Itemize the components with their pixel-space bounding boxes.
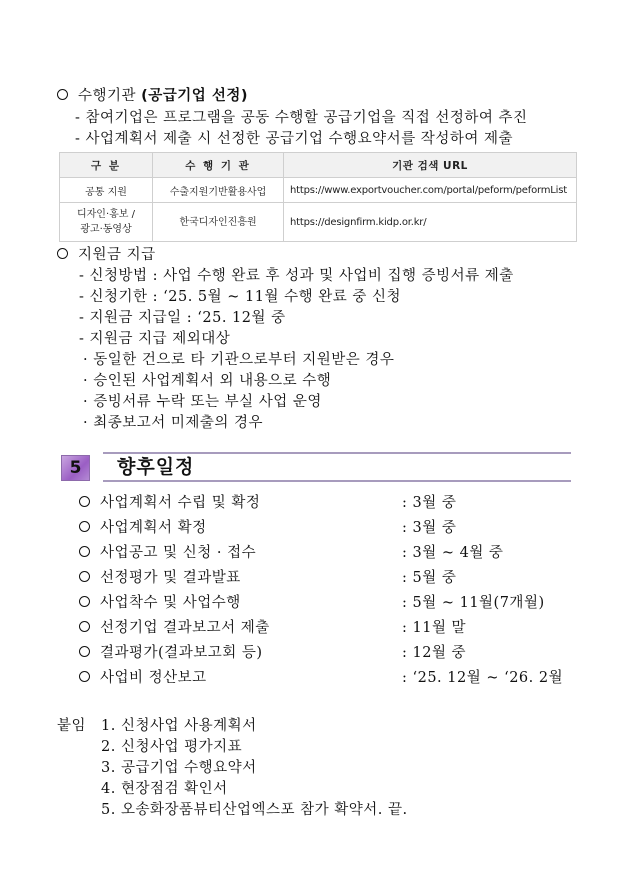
circle-bullet-icon <box>79 646 90 657</box>
circle-bullet-icon <box>79 596 90 607</box>
supplier-org-table <box>59 152 577 242</box>
schedule-item <box>79 593 241 613</box>
category-line: 광고·동영상 <box>80 224 132 235</box>
schedule-item <box>79 668 207 688</box>
header-category: 구 분 <box>60 153 153 178</box>
heading-text: 수행기관 <box>78 88 142 104</box>
cell-org: 한국디자인진흥원 <box>153 203 284 242</box>
exclusion-item: · 동일한 건으로 타 기관으로부터 지원받은 경우 <box>83 352 395 368</box>
category-line: 디자인·홍보 / <box>76 209 136 220</box>
subsidy-item: - 지원금 지급일 : ‘25. 12월 중 <box>79 310 286 326</box>
table-row <box>60 178 577 203</box>
schedule-label: 선정평가 및 결과발표 <box>100 570 241 586</box>
executing-org-item: - 참여기업은 프로그램을 공동 수행할 공급기업을 직접 선정하여 추진 <box>75 110 528 126</box>
subsidy-item: - 지원금 지급 제외대상 <box>79 331 231 347</box>
circle-bullet-icon <box>79 521 90 532</box>
schedule-label: 사업비 정산보고 <box>100 670 207 686</box>
section-rule-top <box>103 452 571 454</box>
schedule-label: 결과평가(결과보고회 등) <box>100 645 263 661</box>
subsidy-item: - 신청방법 : 사업 수행 완료 후 성과 및 사업비 집행 증빙서류 제출 <box>79 268 514 284</box>
schedule-item <box>79 518 207 538</box>
circle-bullet-icon <box>79 546 90 557</box>
exclusion-item: · 승인된 사업계획서 외 내용으로 수행 <box>83 373 332 389</box>
schedule-item <box>79 493 260 513</box>
cell-url-link[interactable]: https://designfirm.kidp.or.kr/ <box>284 203 577 242</box>
cell-org: 수출지원기반활용사업 <box>153 178 284 203</box>
schedule-label: 선정기업 결과보고서 제출 <box>100 620 270 636</box>
section-title: 향후일정 <box>117 456 195 478</box>
schedule-value: : 5월 ~ 11월(7개월) <box>402 595 545 611</box>
attachment-item: 3. 공급기업 수행요약서 <box>101 760 257 776</box>
circle-bullet-icon <box>79 671 90 682</box>
heading-text: 지원금 지급 <box>78 247 156 263</box>
cell-category <box>60 203 153 242</box>
schedule-value: : 5월 중 <box>402 570 457 586</box>
header-org: 수 행 기 관 <box>153 153 284 178</box>
schedule-value: : ‘25. 12월 ~ ‘26. 2월 <box>402 670 564 686</box>
circle-bullet-icon <box>57 248 68 259</box>
schedule-value: : 11월 말 <box>402 620 467 636</box>
heading-bold-text: (공급기업 선정) <box>141 88 248 104</box>
schedule-label: 사업착수 및 사업수행 <box>100 595 241 611</box>
cell-url-link[interactable]: https://www.exportvoucher.com/portal/peform/peformList <box>284 178 577 203</box>
exclusion-item: · 증빙서류 누락 또는 부실 사업 운영 <box>83 394 322 410</box>
section-rule-bottom <box>103 480 571 482</box>
cell-category: 공통 지원 <box>60 178 153 203</box>
schedule-item <box>79 618 270 638</box>
schedule-item <box>79 568 241 588</box>
schedule-label: 사업계획서 확정 <box>100 520 207 536</box>
subsidy-heading <box>57 245 156 265</box>
circle-bullet-icon <box>79 621 90 632</box>
table-header-row <box>60 153 577 178</box>
section-number-badge: 5 <box>61 455 90 481</box>
circle-bullet-icon <box>79 571 90 582</box>
subsidy-item: - 신청기한 : ‘25. 5월 ~ 11월 수행 완료 중 신청 <box>79 289 401 305</box>
attachments-label: 붙임 <box>57 718 87 734</box>
attachment-item: 2. 신청사업 평가지표 <box>101 739 243 755</box>
attachment-item: 4. 현장점검 확인서 <box>101 781 228 797</box>
schedule-label: 사업공고 및 신청 · 접수 <box>100 545 257 561</box>
schedule-label: 사업계획서 수립 및 확정 <box>100 495 261 511</box>
schedule-item <box>79 543 256 563</box>
executing-org-heading <box>57 86 248 106</box>
exclusion-item: · 최종보고서 미제출의 경우 <box>83 415 264 431</box>
table-row <box>60 203 577 242</box>
schedule-item <box>79 643 263 663</box>
attachment-item: 5. 오송화장품뷰티산업엑스포 참가 확약서. 끝. <box>101 802 408 818</box>
schedule-value: : 3월 중 <box>402 495 457 511</box>
schedule-value: : 3월 ~ 4월 중 <box>402 545 504 561</box>
header-url: 기관 검색 URL <box>284 153 577 178</box>
attachment-item: 1. 신청사업 사용계획서 <box>101 718 257 734</box>
schedule-value: : 12월 중 <box>402 645 467 661</box>
executing-org-item: - 사업계획서 제출 시 선정한 공급기업 수행요약서를 작성하여 제출 <box>75 131 513 147</box>
circle-bullet-icon <box>57 89 68 100</box>
schedule-value: : 3월 중 <box>402 520 457 536</box>
circle-bullet-icon <box>79 496 90 507</box>
